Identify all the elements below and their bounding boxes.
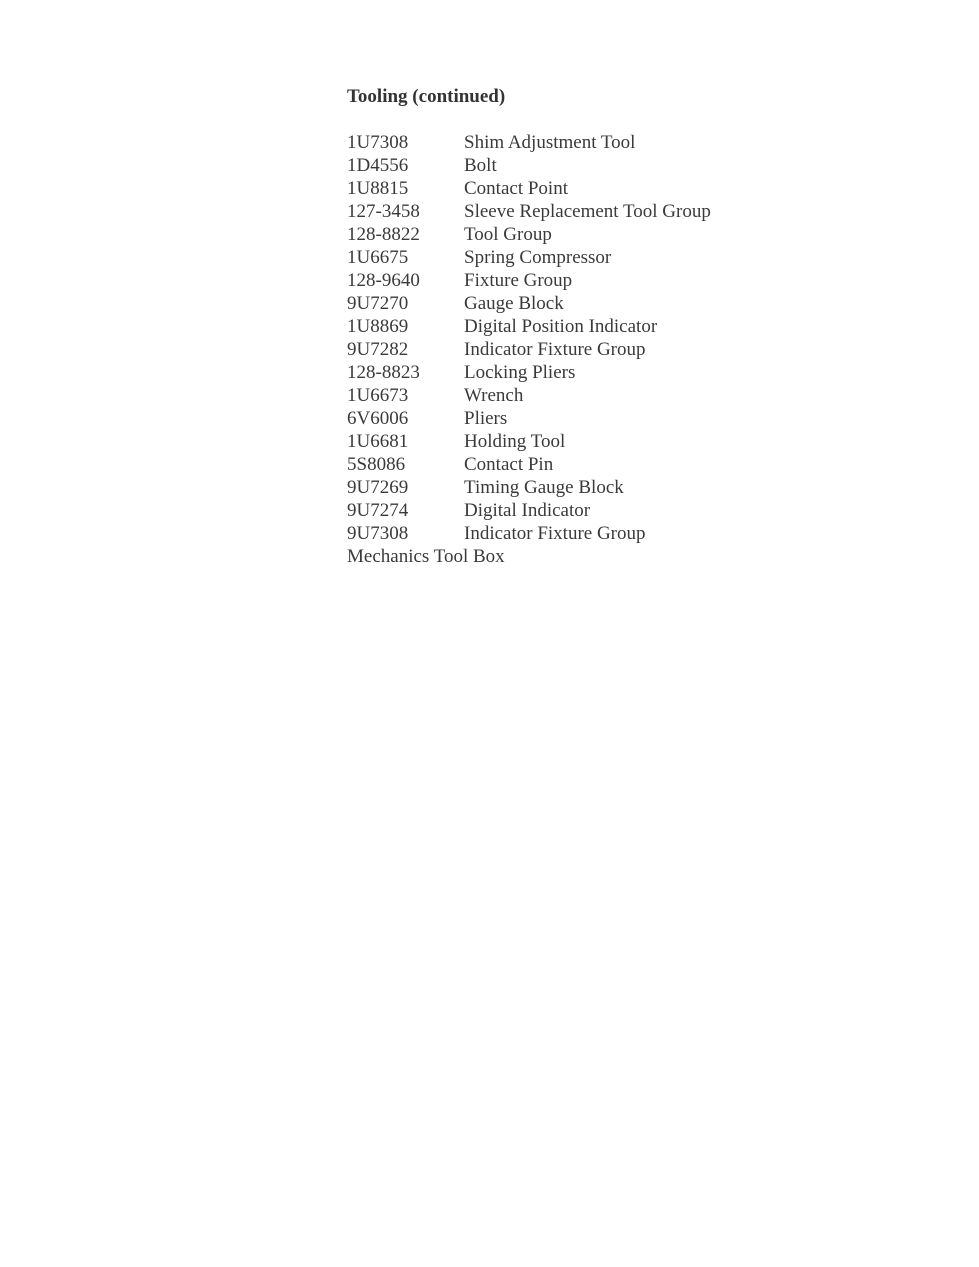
part-number: 5S8086 [347, 454, 406, 475]
tool-row [347, 407, 947, 430]
part-number: 1U6673 [347, 385, 409, 406]
tool-row [347, 154, 947, 177]
tool-row [347, 131, 947, 154]
part-number: 6V6006 [347, 408, 409, 429]
part-number: 9U7270 [347, 293, 409, 314]
part-description: Sleeve Replacement Tool Group [464, 201, 711, 222]
tool-row [347, 292, 947, 315]
part-number: 1U8815 [347, 178, 409, 199]
part-description: Tool Group [464, 224, 552, 245]
part-description: Digital Indicator [464, 500, 591, 521]
part-number: 9U7308 [347, 523, 409, 544]
part-description: Wrench [464, 385, 524, 406]
part-number: 9U7269 [347, 477, 409, 498]
tool-row [347, 338, 947, 361]
tool-list [347, 131, 947, 545]
part-description: Locking Pliers [464, 362, 576, 383]
part-number: 1U6675 [347, 247, 409, 268]
tool-row [347, 361, 947, 384]
part-number: 1U6681 [347, 431, 409, 452]
part-number: 1D4556 [347, 155, 409, 176]
tool-row [347, 476, 947, 499]
tool-row [347, 522, 947, 545]
tool-row [347, 200, 947, 223]
tooling-section [347, 85, 947, 568]
tool-row [347, 430, 947, 453]
tool-row [347, 384, 947, 407]
part-description: Bolt [464, 155, 497, 176]
section-heading: Tooling (continued) [347, 86, 506, 107]
part-description: Digital Position Indicator [464, 316, 658, 337]
part-number: 9U7282 [347, 339, 409, 360]
part-description: Shim Adjustment Tool [464, 132, 636, 153]
part-description: Gauge Block [464, 293, 564, 314]
part-number: 128-9640 [347, 270, 420, 291]
tool-row [347, 246, 947, 269]
part-number: 1U8869 [347, 316, 409, 337]
part-number: 1U7308 [347, 132, 409, 153]
part-description: Pliers [464, 408, 508, 429]
part-description: Fixture Group [464, 270, 573, 291]
part-number: 128-8822 [347, 224, 420, 245]
tool-row [347, 499, 947, 522]
tool-row [347, 223, 947, 246]
tool-box-line: Mechanics Tool Box [347, 546, 505, 567]
part-number: 9U7274 [347, 500, 409, 521]
part-description: Spring Compressor [464, 247, 612, 268]
part-description: Holding Tool [464, 431, 566, 452]
tool-row [347, 177, 947, 200]
part-number: 128-8823 [347, 362, 420, 383]
part-number: 127-3458 [347, 201, 420, 222]
part-description: Timing Gauge Block [464, 477, 624, 498]
part-description: Indicator Fixture Group [464, 523, 646, 544]
part-description: Indicator Fixture Group [464, 339, 646, 360]
part-description: Contact Pin [464, 454, 554, 475]
tool-row [347, 269, 947, 292]
tool-row [347, 453, 947, 476]
part-description: Contact Point [464, 178, 568, 199]
tool-row [347, 315, 947, 338]
